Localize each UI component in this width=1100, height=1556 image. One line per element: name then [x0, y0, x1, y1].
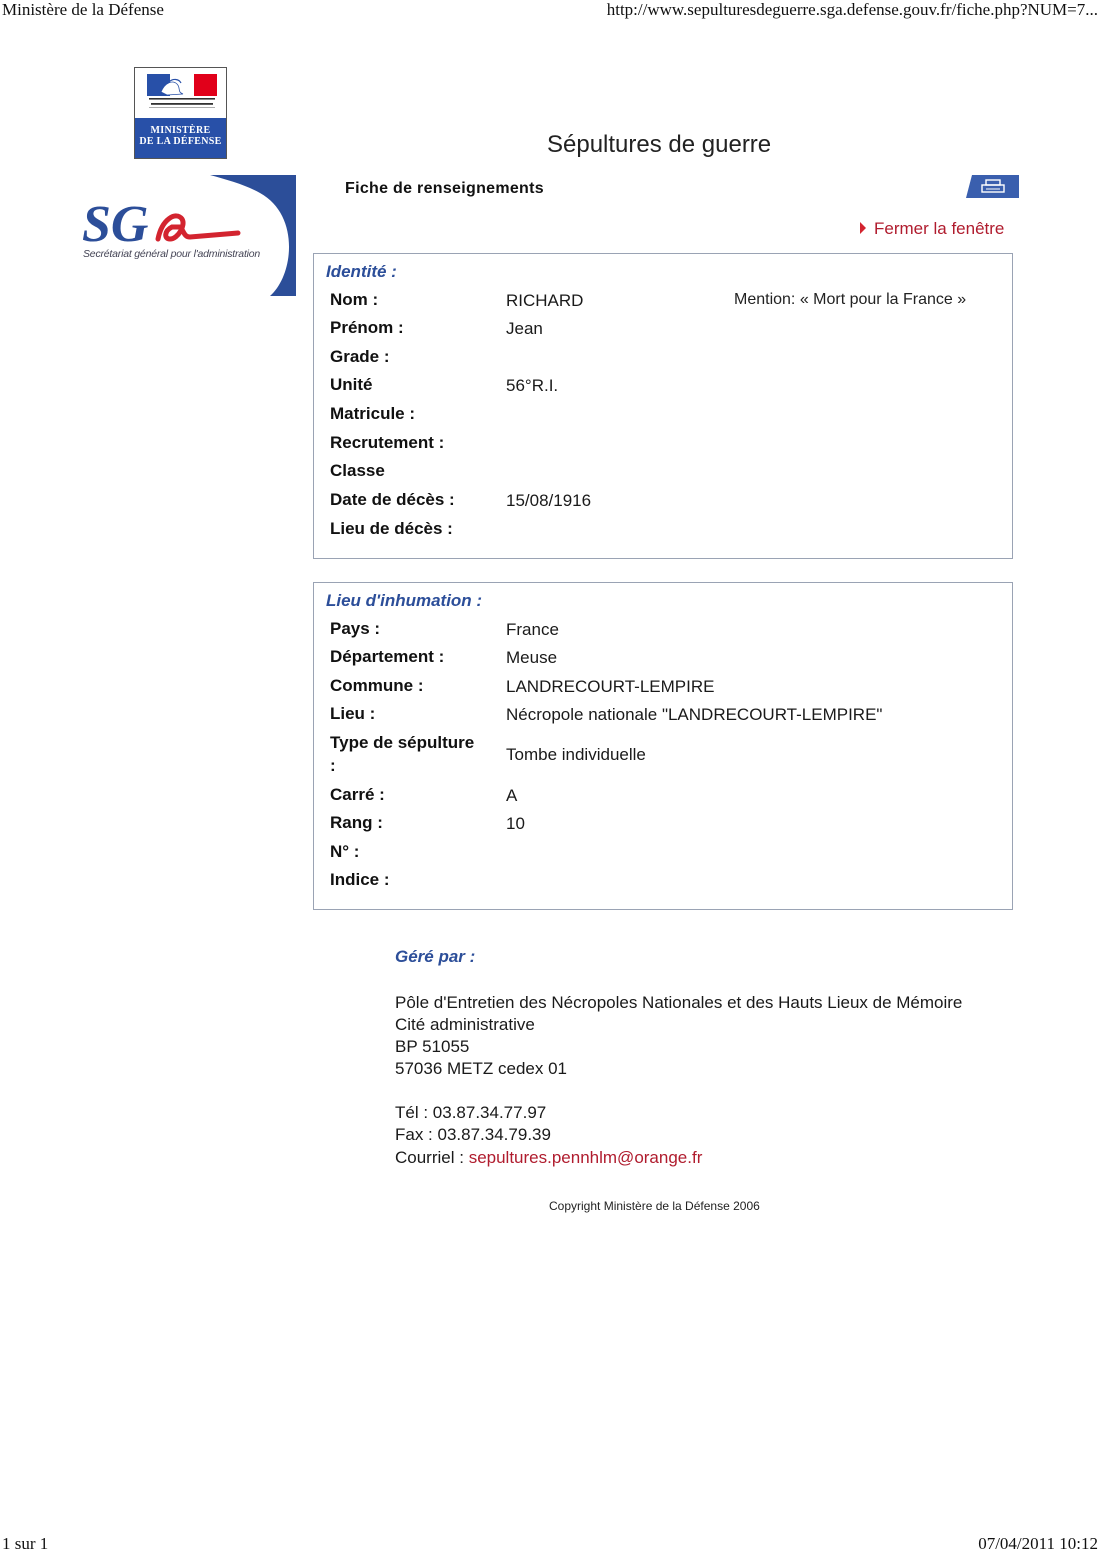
lieu-inhumation-title: Lieu d'inhumation :	[326, 591, 483, 610]
print-header-url: http://www.sepulturesdeguerre.sga.defense.gouv.fr/fiche.php?NUM=7...	[606, 0, 1098, 19]
republique-francaise-text-icon	[145, 96, 219, 110]
field-label-continued: :	[330, 756, 336, 775]
mention-text: Mention: « Mort pour la France »	[734, 291, 967, 308]
field-label: N° :	[330, 842, 360, 861]
ministry-logo-line2: DE LA DÉFENSE	[139, 136, 222, 147]
field-label: Type de sépulture	[330, 733, 475, 752]
field-label: Grade :	[330, 347, 390, 366]
field-label: Pays :	[330, 619, 381, 638]
lieu-inhumation-panel	[313, 582, 1013, 910]
field-value: France	[506, 620, 559, 639]
identite-title: Identité :	[326, 262, 397, 281]
printer-icon[interactable]	[966, 175, 1019, 198]
print-header	[0, 0, 1100, 22]
field-label: Rang :	[330, 813, 383, 832]
svg-text:SG: SG	[82, 196, 149, 253]
close-window-label: Fermer la fenêtre	[874, 219, 1005, 238]
field-label: Lieu de décès :	[330, 519, 453, 538]
field-label: Matricule :	[330, 404, 416, 423]
print-timestamp: 07/04/2011 10:12	[978, 1534, 1098, 1553]
phone-text: Tél : 03.87.34.77.97	[395, 1103, 547, 1122]
ministry-logo	[134, 67, 227, 159]
print-footer	[0, 1534, 1100, 1556]
email-link[interactable]: sepultures.pennhlm@orange.fr	[468, 1148, 703, 1167]
page-count: 1 sur 1	[2, 1534, 49, 1553]
copyright-text: Copyright Ministère de la Défense 2006	[549, 1199, 760, 1213]
field-label: Recrutement :	[330, 433, 445, 452]
field-value: 56°R.I.	[506, 376, 559, 395]
address-line: Cité administrative	[395, 1015, 535, 1034]
field-value: RICHARD	[506, 291, 584, 310]
address-line: Pôle d'Entretien des Nécropoles Nationales et des Hauts Lieux de Mémoire	[395, 993, 963, 1012]
field-label: Carré :	[330, 785, 385, 804]
email-label: Courriel :	[395, 1148, 469, 1167]
email-line	[395, 1148, 702, 1168]
sga-logo	[80, 175, 296, 296]
fiche-title: Fiche de renseignements	[345, 180, 544, 197]
field-label: Indice :	[330, 870, 390, 889]
field-label: Prénom :	[330, 318, 404, 337]
field-label: Unité	[330, 375, 373, 394]
close-window-link[interactable]	[860, 219, 1004, 239]
field-value: Meuse	[506, 648, 558, 667]
page-title: Sépultures de guerre	[547, 131, 772, 158]
field-label: Nom :	[330, 290, 379, 309]
field-label: Classe	[330, 461, 385, 480]
field-label: Date de décès :	[330, 490, 455, 509]
field-value: Tombe individuelle	[506, 745, 646, 764]
field-label: Lieu :	[330, 704, 376, 723]
gere-par-title: Géré par :	[395, 947, 476, 966]
ministry-logo-line1: MINISTÈRE	[150, 125, 211, 136]
arrow-right-icon	[860, 222, 866, 234]
fax-text: Fax : 03.87.34.79.39	[395, 1125, 551, 1144]
address-line: BP 51055	[395, 1037, 470, 1056]
ministry-logo-band	[135, 118, 226, 158]
field-value: Nécropole nationale "LANDRECOURT-LEMPIRE"	[506, 705, 883, 724]
print-header-title: Ministère de la Défense	[2, 0, 164, 19]
field-value: LANDRECOURT-LEMPIRE	[506, 677, 715, 696]
field-label: Commune :	[330, 676, 424, 695]
field-value: 10	[506, 814, 525, 833]
field-label: Département :	[330, 647, 445, 666]
sga-subtitle: Secrétariat général pour l'administration	[83, 248, 261, 260]
identite-panel	[313, 253, 1013, 559]
address-line: 57036 METZ cedex 01	[395, 1059, 567, 1078]
field-value: 15/08/1916	[506, 491, 592, 510]
field-value: A	[506, 786, 518, 805]
field-value: Jean	[506, 319, 543, 338]
